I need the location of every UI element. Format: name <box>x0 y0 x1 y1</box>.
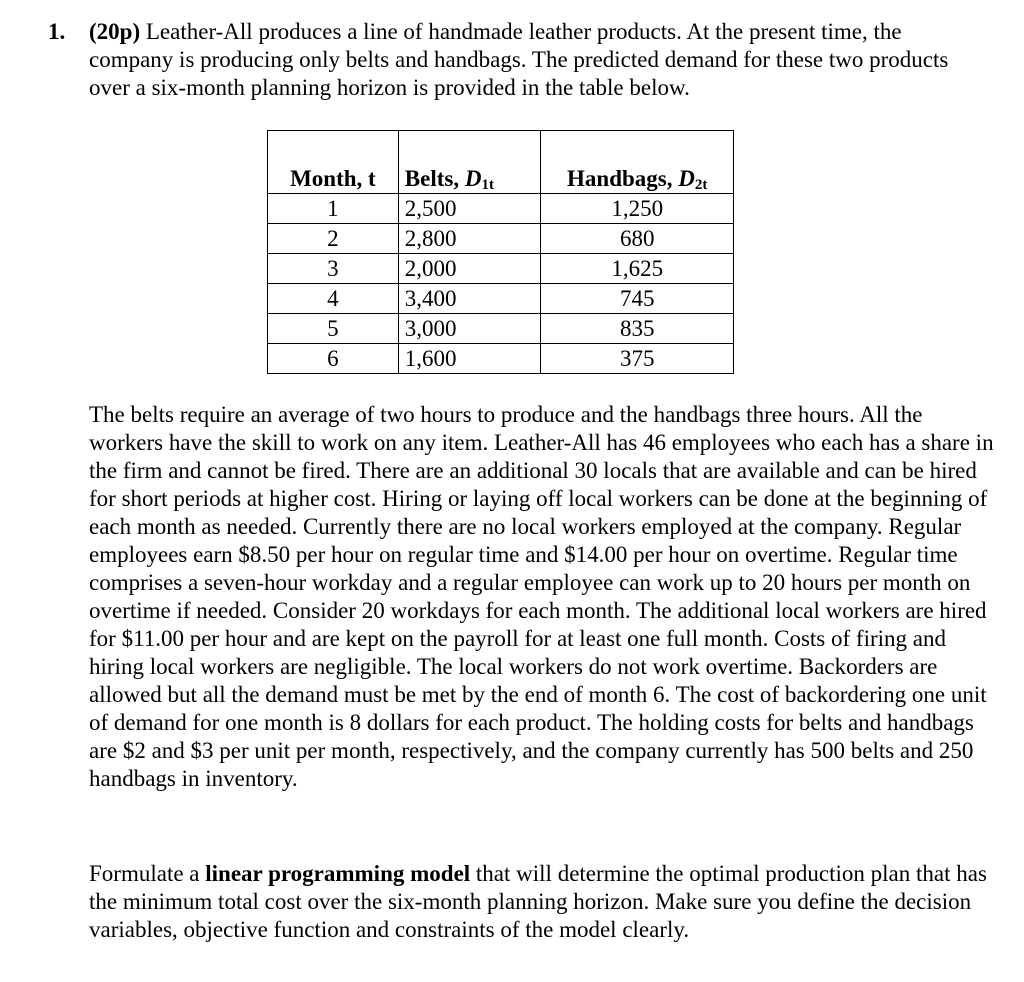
cell-handbags: 835 <box>541 314 734 344</box>
cell-handbags: 1,250 <box>541 194 734 224</box>
cell-handbags: 1,625 <box>541 254 734 284</box>
problem-points: (20p) <box>89 19 141 44</box>
cell-belts: 2,800 <box>398 224 541 254</box>
table-row <box>268 284 734 314</box>
header-belts: Belts, $D_{1t}$ <box>398 131 541 194</box>
cell-belts: 2,500 <box>398 194 541 224</box>
cell-handbags: 745 <box>541 284 734 314</box>
header-month: Month, t <box>268 131 399 194</box>
cell-handbags: 375 <box>541 344 734 374</box>
header-handbags: Handbags, $D_{2t}$ <box>541 131 734 194</box>
table-row <box>268 254 734 284</box>
table-row <box>268 224 734 254</box>
table-row <box>268 194 734 224</box>
task-text-after: that will determine the optimal production plan that has the minimum total cost over the six-month planning horizon. Make sure you define the decision variables, objective function and constraints of the model clearly. <box>89 861 987 942</box>
cell-belts: 3,000 <box>398 314 541 344</box>
cell-month: 4 <box>268 284 399 314</box>
cell-month: 5 <box>268 314 399 344</box>
cell-month: 2 <box>268 224 399 254</box>
problem-intro <box>89 18 989 102</box>
table-row <box>268 344 734 374</box>
cell-belts: 3,400 <box>398 284 541 314</box>
cell-month: 1 <box>268 194 399 224</box>
problem-description: The belts require an average of two hours to produce and the handbags three hours. All the workers have the skill to work on any item. Leather-All has 46 employees who each has a share in the firm and cannot be fired. There are an additional 30 locals that are available and can be hired for short periods at higher cost. Hiring or laying off local workers can be done at the beginning of each month as needed. Currently there are no local workers employed at the company. Regular employees earn $8.50 per hour on regular time and $14.00 per hour on overtime. Regular time comprises a seven-hour workday and a regular employee can work up to 20 hours per month on overtime if needed. Consider 20 workdays for each month. The additional local workers are hired for $11.00 per hour and are kept on the payroll for at least one full month. Costs of firing and hiring local workers are negligible. The local workers do not work overtime. Backorders are allowed but all the demand must be met by the end of month 6. The cost of backordering one unit of demand for one month is 8 dollars for each product. The holding costs for belts and handbags are $2 and $3 per unit per month, respectively, and the company currently has 500 belts and 250 handbags in inventory. <box>89 402 994 791</box>
table-header-row <box>268 131 734 194</box>
cell-month: 6 <box>268 344 399 374</box>
task-text-before: Formulate a <box>89 861 206 886</box>
cell-month: 3 <box>268 254 399 284</box>
problem-number: 1. <box>48 19 66 44</box>
table-row <box>268 314 734 344</box>
demand-table <box>267 130 734 374</box>
problem-intro-text: Leather-All produces a line of handmade leather products. At the present time, the company is producing only belts and handbags. The predicted demand for these two products over a six-month planning horizon is provided in the table below. <box>89 19 949 100</box>
cell-belts: 1,600 <box>398 344 541 374</box>
cell-handbags: 680 <box>541 224 734 254</box>
task-emphasis: linear programming model <box>205 861 471 886</box>
cell-belts: 2,000 <box>398 254 541 284</box>
task-statement <box>89 860 999 944</box>
